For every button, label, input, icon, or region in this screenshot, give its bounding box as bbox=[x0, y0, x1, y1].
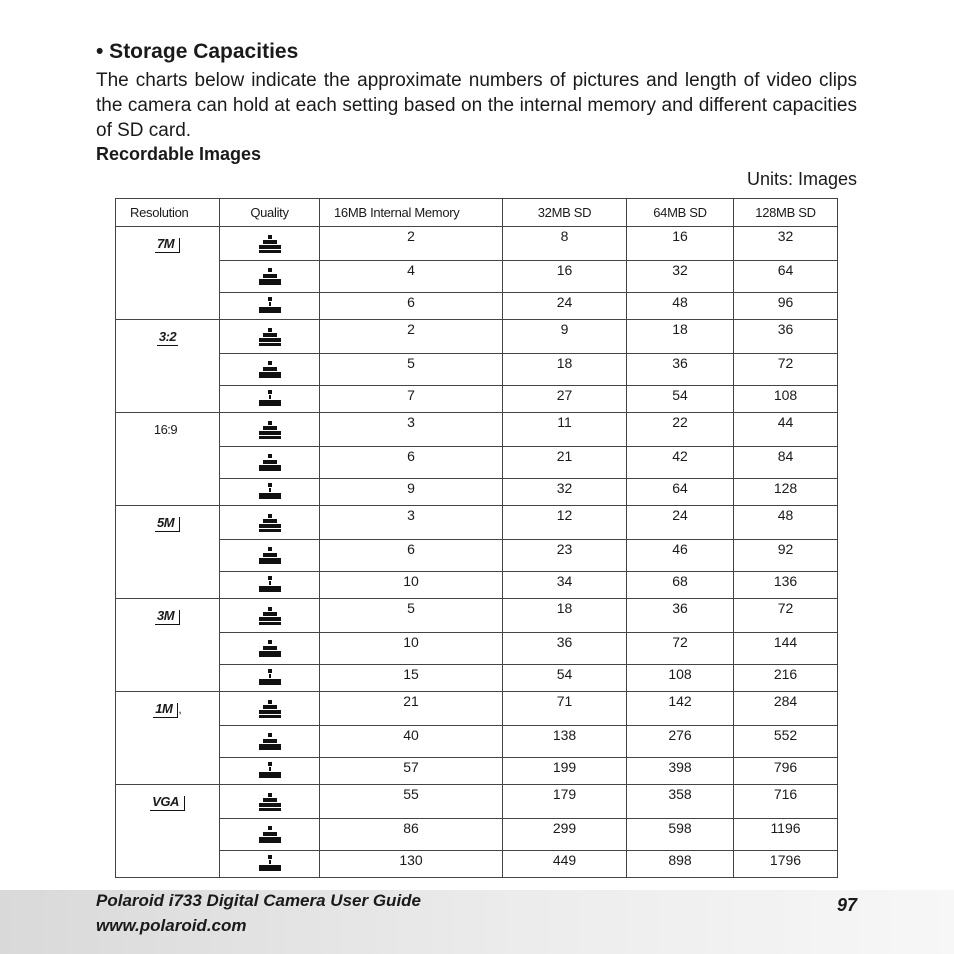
header-resolution: Resolution bbox=[116, 199, 220, 227]
quality-normal-icon bbox=[258, 546, 282, 566]
capacity-cell: 716 bbox=[734, 785, 838, 819]
resolution-cell bbox=[116, 692, 220, 785]
resolution-cell bbox=[116, 599, 220, 692]
capacity-cell: 284 bbox=[734, 692, 838, 726]
resolution-label: 7M bbox=[155, 236, 180, 253]
table-row bbox=[116, 758, 838, 785]
capacity-cell: 4 bbox=[320, 261, 503, 293]
capacity-cell: 27 bbox=[503, 386, 627, 413]
resolution-cell bbox=[116, 320, 220, 413]
capacity-cell: 32 bbox=[503, 479, 627, 506]
capacity-cell: 23 bbox=[503, 540, 627, 572]
capacity-cell: 136 bbox=[734, 572, 838, 599]
table-row bbox=[116, 479, 838, 506]
capacity-cell: 72 bbox=[734, 599, 838, 633]
capacity-cell: 358 bbox=[627, 785, 734, 819]
header-64mb: 64MB SD bbox=[627, 199, 734, 227]
capacity-cell: 54 bbox=[627, 386, 734, 413]
resolution-label: 3:2 bbox=[158, 329, 177, 344]
subheading: Recordable Images bbox=[96, 144, 262, 164]
capacity-cell: 138 bbox=[503, 726, 627, 758]
capacity-cell: 128 bbox=[734, 479, 838, 506]
capacity-cell: 42 bbox=[627, 447, 734, 479]
capacity-cell: 12 bbox=[503, 506, 627, 540]
quality-cell bbox=[220, 320, 320, 354]
capacity-cell: 10 bbox=[320, 633, 503, 665]
capacity-cell: 1196 bbox=[734, 819, 838, 851]
table-row bbox=[116, 413, 838, 447]
capacity-cell: 276 bbox=[627, 726, 734, 758]
resolution-label: 16:9 bbox=[153, 422, 178, 437]
quality-cell bbox=[220, 261, 320, 293]
resolution-suffix: , bbox=[178, 702, 182, 716]
header-internal-memory: 16MB Internal Memory bbox=[320, 199, 503, 227]
storage-capacity-table bbox=[115, 198, 838, 878]
capacity-cell: 34 bbox=[503, 572, 627, 599]
header-quality: Quality bbox=[220, 199, 320, 227]
capacity-cell: 6 bbox=[320, 540, 503, 572]
capacity-cell: 10 bbox=[320, 572, 503, 599]
table-row bbox=[116, 227, 838, 261]
capacity-cell: 72 bbox=[627, 633, 734, 665]
capacity-cell: 36 bbox=[627, 354, 734, 386]
quality-cell bbox=[220, 726, 320, 758]
quality-economy-icon bbox=[258, 389, 282, 409]
quality-cell bbox=[220, 665, 320, 692]
resolution-cell bbox=[116, 227, 220, 320]
capacity-cell: 21 bbox=[503, 447, 627, 479]
quality-economy-icon bbox=[258, 668, 282, 688]
quality-normal-icon bbox=[258, 453, 282, 473]
section-heading: • Storage Capacities bbox=[96, 40, 299, 63]
quality-cell bbox=[220, 692, 320, 726]
table-header-row bbox=[116, 199, 838, 227]
capacity-cell: 21 bbox=[320, 692, 503, 726]
capacity-cell: 18 bbox=[627, 320, 734, 354]
table-row bbox=[116, 726, 838, 758]
capacity-cell: 598 bbox=[627, 819, 734, 851]
quality-normal-icon bbox=[258, 639, 282, 659]
quality-economy-icon bbox=[258, 575, 282, 595]
capacity-cell: 6 bbox=[320, 293, 503, 320]
capacity-cell: 18 bbox=[503, 354, 627, 386]
quality-normal-icon bbox=[258, 267, 282, 287]
capacity-cell: 552 bbox=[734, 726, 838, 758]
capacity-cell: 7 bbox=[320, 386, 503, 413]
quality-economy-icon bbox=[258, 296, 282, 316]
table-row bbox=[116, 572, 838, 599]
page-number: 97 bbox=[836, 895, 857, 915]
resolution-label: 3M bbox=[155, 608, 180, 625]
capacity-cell: 84 bbox=[734, 447, 838, 479]
capacity-cell: 48 bbox=[734, 506, 838, 540]
table-row bbox=[116, 506, 838, 540]
capacity-cell: 5 bbox=[320, 599, 503, 633]
quality-cell bbox=[220, 354, 320, 386]
table-row bbox=[116, 633, 838, 665]
resolution-label: VGA bbox=[150, 794, 185, 811]
quality-normal-icon bbox=[258, 732, 282, 752]
capacity-cell: 72 bbox=[734, 354, 838, 386]
capacity-cell: 898 bbox=[627, 851, 734, 878]
quality-fine-icon bbox=[258, 513, 282, 533]
quality-economy-icon bbox=[258, 761, 282, 781]
capacity-cell: 449 bbox=[503, 851, 627, 878]
capacity-cell: 144 bbox=[734, 633, 838, 665]
capacity-cell: 57 bbox=[320, 758, 503, 785]
quality-cell bbox=[220, 506, 320, 540]
table-row bbox=[116, 386, 838, 413]
capacity-cell: 796 bbox=[734, 758, 838, 785]
capacity-cell: 24 bbox=[627, 506, 734, 540]
capacity-cell: 22 bbox=[627, 413, 734, 447]
table-row bbox=[116, 261, 838, 293]
quality-cell bbox=[220, 758, 320, 785]
resolution-label: 5M bbox=[155, 515, 180, 532]
table-row bbox=[116, 293, 838, 320]
capacity-cell: 2 bbox=[320, 320, 503, 354]
table-row bbox=[116, 354, 838, 386]
capacity-cell: 54 bbox=[503, 665, 627, 692]
capacity-cell: 40 bbox=[320, 726, 503, 758]
capacity-cell: 216 bbox=[734, 665, 838, 692]
quality-economy-icon bbox=[258, 854, 282, 874]
quality-fine-icon bbox=[258, 234, 282, 254]
resolution-cell bbox=[116, 506, 220, 599]
capacity-cell: 9 bbox=[320, 479, 503, 506]
footer-website: www.polaroid.com bbox=[96, 916, 247, 935]
capacity-cell: 64 bbox=[627, 479, 734, 506]
quality-normal-icon bbox=[258, 825, 282, 845]
capacity-cell: 64 bbox=[734, 261, 838, 293]
capacity-cell: 142 bbox=[627, 692, 734, 726]
quality-cell bbox=[220, 413, 320, 447]
table-row bbox=[116, 851, 838, 878]
header-32mb: 32MB SD bbox=[503, 199, 627, 227]
capacity-cell: 46 bbox=[627, 540, 734, 572]
capacity-cell: 8 bbox=[503, 227, 627, 261]
table-row bbox=[116, 785, 838, 819]
capacity-cell: 32 bbox=[734, 227, 838, 261]
quality-fine-icon bbox=[258, 792, 282, 812]
capacity-cell: 1796 bbox=[734, 851, 838, 878]
quality-cell bbox=[220, 386, 320, 413]
capacity-cell: 3 bbox=[320, 506, 503, 540]
capacity-cell: 36 bbox=[734, 320, 838, 354]
capacity-cell: 68 bbox=[627, 572, 734, 599]
quality-cell bbox=[220, 293, 320, 320]
table-row bbox=[116, 540, 838, 572]
capacity-cell: 299 bbox=[503, 819, 627, 851]
quality-cell bbox=[220, 447, 320, 479]
capacity-cell: 44 bbox=[734, 413, 838, 447]
quality-cell bbox=[220, 572, 320, 599]
quality-fine-icon bbox=[258, 699, 282, 719]
quality-economy-icon bbox=[258, 482, 282, 502]
capacity-cell: 130 bbox=[320, 851, 503, 878]
capacity-cell: 36 bbox=[503, 633, 627, 665]
quality-cell bbox=[220, 599, 320, 633]
quality-fine-icon bbox=[258, 420, 282, 440]
quality-fine-icon bbox=[258, 327, 282, 347]
capacity-cell: 179 bbox=[503, 785, 627, 819]
capacity-cell: 6 bbox=[320, 447, 503, 479]
capacity-cell: 86 bbox=[320, 819, 503, 851]
quality-cell bbox=[220, 633, 320, 665]
resolution-cell bbox=[116, 785, 220, 878]
capacity-cell: 9 bbox=[503, 320, 627, 354]
resolution-cell bbox=[116, 413, 220, 506]
quality-cell bbox=[220, 785, 320, 819]
units-label: Units: Images bbox=[746, 169, 857, 189]
quality-fine-icon bbox=[258, 606, 282, 626]
quality-cell bbox=[220, 540, 320, 572]
capacity-cell: 16 bbox=[627, 227, 734, 261]
quality-cell bbox=[220, 819, 320, 851]
capacity-cell: 11 bbox=[503, 413, 627, 447]
capacity-cell: 16 bbox=[503, 261, 627, 293]
table-row bbox=[116, 819, 838, 851]
quality-cell bbox=[220, 851, 320, 878]
quality-cell bbox=[220, 227, 320, 261]
page-footer bbox=[0, 890, 954, 954]
capacity-cell: 108 bbox=[627, 665, 734, 692]
table-row bbox=[116, 447, 838, 479]
resolution-label: 1M bbox=[153, 701, 178, 718]
capacity-cell: 48 bbox=[627, 293, 734, 320]
capacity-cell: 24 bbox=[503, 293, 627, 320]
intro-paragraph: The charts below indicate the approximate numbers of pictures and length of video clips the camera can hold at each setting based on the internal memory and different capacities of SD card. bbox=[96, 70, 857, 141]
capacity-cell: 108 bbox=[734, 386, 838, 413]
table-row bbox=[116, 692, 838, 726]
capacity-cell: 15 bbox=[320, 665, 503, 692]
capacity-cell: 36 bbox=[627, 599, 734, 633]
capacity-cell: 92 bbox=[734, 540, 838, 572]
capacity-cell: 18 bbox=[503, 599, 627, 633]
table-row bbox=[116, 599, 838, 633]
capacity-cell: 398 bbox=[627, 758, 734, 785]
capacity-cell: 2 bbox=[320, 227, 503, 261]
capacity-cell: 32 bbox=[627, 261, 734, 293]
capacity-cell: 3 bbox=[320, 413, 503, 447]
table-row bbox=[116, 320, 838, 354]
capacity-cell: 199 bbox=[503, 758, 627, 785]
capacity-cell: 5 bbox=[320, 354, 503, 386]
capacity-cell: 55 bbox=[320, 785, 503, 819]
table-row bbox=[116, 665, 838, 692]
quality-normal-icon bbox=[258, 360, 282, 380]
header-128mb: 128MB SD bbox=[734, 199, 838, 227]
capacity-cell: 96 bbox=[734, 293, 838, 320]
footer-guide-title: Polaroid i733 Digital Camera User Guide bbox=[96, 891, 422, 910]
capacity-cell: 71 bbox=[503, 692, 627, 726]
quality-cell bbox=[220, 479, 320, 506]
